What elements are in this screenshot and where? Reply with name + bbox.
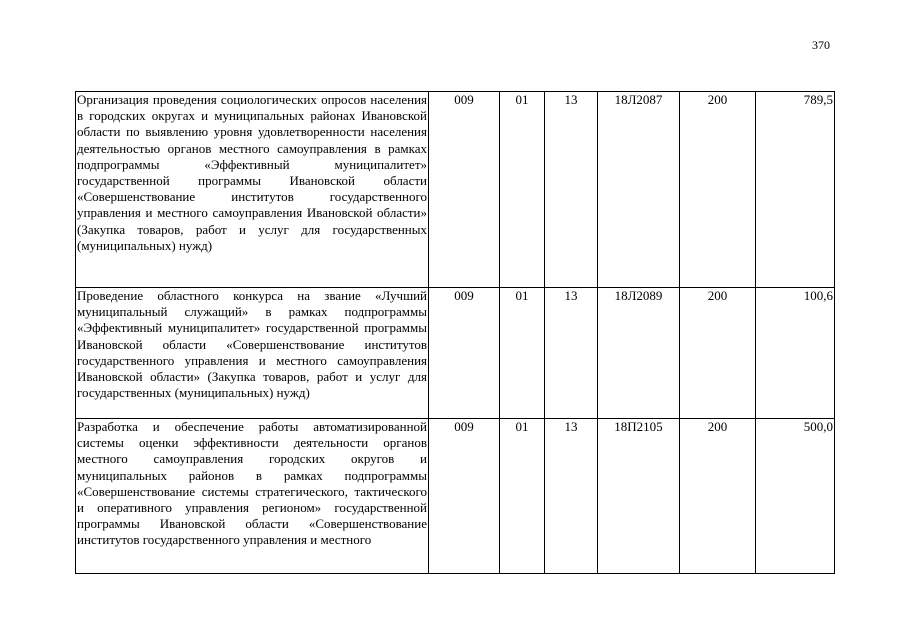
subsection-code: 13: [545, 419, 598, 574]
admin-code: 009: [429, 419, 500, 574]
row-description: Организация проведения социологических опросов населения в городских округах и муниципальных районах Ивановской области по выявлению уровня удовлетворенности населения деятельностью органов местного самоуправления в рамках подпрограммы «Эффективный муниципалитет» государственной программы Ивановской области «Совершенствование институтов государственного управления и местного самоуправления Ивановской области» (Закупка товаров, работ и услуг для государственных (муниципальных) нужд): [76, 92, 429, 288]
section-code: 01: [500, 92, 545, 288]
expense-type-code: 200: [680, 419, 756, 574]
amount: 500,0: [756, 419, 835, 574]
target-article-code: 18Л2087: [598, 92, 680, 288]
table-row: [76, 92, 835, 288]
row-description-cell: [76, 419, 429, 574]
page-number: 370: [812, 38, 830, 52]
table-row: [76, 288, 835, 419]
amount: 789,5: [756, 92, 835, 288]
row-description: Разработка и обеспечение работы автоматизированной системы оценки эффективности деятельности органов местного самоуправления городских округов и муниципальных районов в рамках подпрограммы «Совершенствование системы стратегического, тактического и оперативного управления регионом» государственной программы Ивановской области «Совершенствование институтов государственного управления и местного: [77, 419, 427, 548]
row-description: Проведение областного конкурса на звание «Лучший муниципальный служащий» в рамках подпрограммы «Эффективный муниципалитет» государственной программы Ивановской области «Совершенствование институтов государственного управления и местного самоуправления Ивановской области» (Закупка товаров, работ и услуг для государственных (муниципальных) нужд): [76, 288, 429, 419]
admin-code: 009: [429, 92, 500, 288]
subsection-code: 13: [545, 288, 598, 419]
target-article-code: 18П2105: [598, 419, 680, 574]
admin-code: 009: [429, 288, 500, 419]
table-row: [76, 419, 835, 574]
subsection-code: 13: [545, 92, 598, 288]
amount: 100,6: [756, 288, 835, 419]
section-code: 01: [500, 288, 545, 419]
section-code: 01: [500, 419, 545, 574]
target-article-code: 18Л2089: [598, 288, 680, 419]
expense-type-code: 200: [680, 92, 756, 288]
expense-type-code: 200: [680, 288, 756, 419]
budget-table: [75, 91, 835, 574]
